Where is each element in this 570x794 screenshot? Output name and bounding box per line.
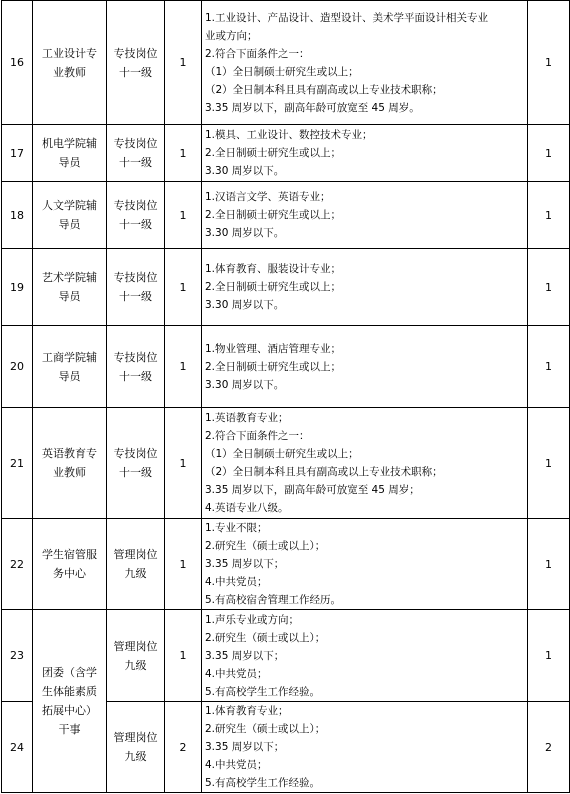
requirement-line: 1.汉语言文学、英语专业； bbox=[205, 191, 331, 203]
requirement-line: 2.全日制硕士研究生或以上； bbox=[205, 281, 342, 293]
table-row bbox=[2, 519, 570, 610]
table-row bbox=[2, 1, 570, 125]
requirement-line: 1.工业设计、产品设计、造型设计、美术学平面设计相关专业 bbox=[205, 11, 489, 24]
requirements-cell bbox=[202, 610, 528, 702]
post-count: 1 bbox=[165, 1, 202, 125]
post-name: 工业设计专业教师 bbox=[33, 1, 107, 125]
post-level: 专技岗位十一级 bbox=[107, 125, 165, 182]
row-number: 17 bbox=[2, 125, 33, 182]
requirement-line: （1）全日制硕士研究生或以上； bbox=[205, 65, 359, 78]
row-number: 19 bbox=[2, 249, 33, 326]
total-count: 1 bbox=[528, 519, 570, 610]
table-row bbox=[2, 408, 570, 519]
table-row bbox=[2, 182, 570, 249]
total-count: 1 bbox=[528, 125, 570, 182]
requirement-line: 3.35 周岁以下； bbox=[205, 741, 285, 753]
requirement-line: 3.30 周岁以下。 bbox=[205, 227, 285, 239]
post-name: 工商学院辅导员 bbox=[33, 326, 107, 408]
requirement-line: 3.30 周岁以下。 bbox=[205, 165, 285, 177]
requirement-line: 1.体育教育、服装设计专业； bbox=[205, 263, 342, 275]
row-number: 22 bbox=[2, 519, 33, 610]
post-name: 艺术学院辅导员 bbox=[33, 249, 107, 326]
requirement-line: 2.全日制硕士研究生或以上； bbox=[205, 147, 342, 159]
requirement-line: 2.研究生（硕士或以上）； bbox=[205, 540, 326, 552]
total-count: 1 bbox=[528, 326, 570, 408]
total-count: 2 bbox=[528, 702, 570, 793]
post-level: 专技岗位十一级 bbox=[107, 326, 165, 408]
post-count: 1 bbox=[165, 182, 202, 249]
row-number: 21 bbox=[2, 408, 33, 519]
post-count: 1 bbox=[165, 249, 202, 326]
requirement-line: 业或方向； bbox=[205, 29, 258, 42]
requirements-cell bbox=[202, 249, 528, 326]
requirement-line: （2）全日制本科且具有副高或以上专业技术职称； bbox=[205, 466, 443, 478]
total-count: 1 bbox=[528, 249, 570, 326]
requirement-line: 3.30 周岁以下。 bbox=[205, 299, 285, 311]
post-name: 学生宿管服务中心 bbox=[33, 519, 107, 610]
requirement-line: 4.中共党员； bbox=[205, 576, 268, 588]
post-level: 专技岗位十一级 bbox=[107, 1, 165, 125]
row-number: 20 bbox=[2, 326, 33, 408]
requirement-line: 1.英语教育专业； bbox=[205, 412, 289, 424]
post-count: 1 bbox=[165, 125, 202, 182]
requirement-line: 4.中共党员； bbox=[205, 759, 268, 771]
requirement-line: 5.有高校学生工作经验。 bbox=[205, 685, 321, 698]
total-count: 1 bbox=[528, 610, 570, 702]
requirement-line: 1.模具、工业设计、数控技术专业； bbox=[205, 129, 373, 141]
row-number: 24 bbox=[2, 702, 33, 793]
requirement-line: 1.体育教育专业； bbox=[205, 705, 289, 717]
requirement-line: 2.研究生（硕士或以上）； bbox=[205, 723, 326, 735]
requirement-line: 3.35 周岁以下，副高年龄可放宽至 45 周岁。 bbox=[205, 101, 420, 114]
row-number: 23 bbox=[2, 610, 33, 702]
requirement-line: （1）全日制硕士研究生或以上； bbox=[205, 448, 359, 460]
post-level: 管理岗位九级 bbox=[107, 519, 165, 610]
post-level: 专技岗位十一级 bbox=[107, 408, 165, 519]
requirement-line: 5.有高校宿舍管理工作经历。 bbox=[205, 594, 342, 606]
post-level: 管理岗位九级 bbox=[107, 702, 165, 793]
row-number: 16 bbox=[2, 1, 33, 125]
post-count: 1 bbox=[165, 408, 202, 519]
requirement-line: 5.有高校学生工作经验。 bbox=[205, 777, 321, 789]
requirement-line: 2.全日制硕士研究生或以上； bbox=[205, 209, 342, 221]
requirement-line: 4.中共党员； bbox=[205, 667, 268, 680]
requirement-line: 3.30 周岁以下。 bbox=[205, 378, 285, 391]
requirement-line: 1.物业管理、酒店管理专业； bbox=[205, 342, 342, 355]
total-count: 1 bbox=[528, 182, 570, 249]
requirements-cell bbox=[202, 519, 528, 610]
total-count: 1 bbox=[528, 1, 570, 125]
requirement-line: 3.35 周岁以下； bbox=[205, 558, 285, 570]
table-row bbox=[2, 610, 570, 702]
post-name: 英语教育专业教师 bbox=[33, 408, 107, 519]
requirement-line: （2）全日制本科且具有副高或以上专业技术职称； bbox=[205, 83, 443, 96]
requirement-line: 2.符合下面条件之一： bbox=[205, 430, 310, 442]
table-row bbox=[2, 125, 570, 182]
post-level: 专技岗位十一级 bbox=[107, 249, 165, 326]
post-count: 1 bbox=[165, 610, 202, 702]
requirement-line: 4.英语专业八级。 bbox=[205, 502, 289, 514]
table-row bbox=[2, 326, 570, 408]
requirements-cell bbox=[202, 702, 528, 793]
requirements-cell bbox=[202, 408, 528, 519]
requirement-line: 2.研究生（硕士或以上）； bbox=[205, 631, 326, 644]
requirements-cell bbox=[202, 1, 528, 125]
total-count: 1 bbox=[528, 408, 570, 519]
requirements-cell bbox=[202, 182, 528, 249]
post-level: 专技岗位十一级 bbox=[107, 182, 165, 249]
post-level: 管理岗位九级 bbox=[107, 610, 165, 702]
post-count: 1 bbox=[165, 519, 202, 610]
requirement-line: 1.声乐专业或方向； bbox=[205, 613, 300, 626]
requirements-cell bbox=[202, 326, 528, 408]
post-name: 团委（含学生体能素质拓展中心）干事 bbox=[33, 610, 107, 793]
table-body bbox=[2, 1, 570, 793]
post-count: 2 bbox=[165, 702, 202, 793]
requirement-line: 3.35 周岁以下； bbox=[205, 649, 285, 662]
requirement-line: 2.全日制硕士研究生或以上； bbox=[205, 360, 342, 373]
row-number: 18 bbox=[2, 182, 33, 249]
requirement-line: 1.专业不限； bbox=[205, 522, 268, 534]
table-row bbox=[2, 249, 570, 326]
post-name: 人文学院辅导员 bbox=[33, 182, 107, 249]
recruitment-table bbox=[1, 0, 570, 793]
requirements-cell bbox=[202, 125, 528, 182]
requirement-line: 3.35 周岁以下，副高年龄可放宽至 45 周岁； bbox=[205, 484, 420, 496]
post-count: 1 bbox=[165, 326, 202, 408]
requirement-line: 2.符合下面条件之一： bbox=[205, 47, 310, 60]
post-name: 机电学院辅导员 bbox=[33, 125, 107, 182]
